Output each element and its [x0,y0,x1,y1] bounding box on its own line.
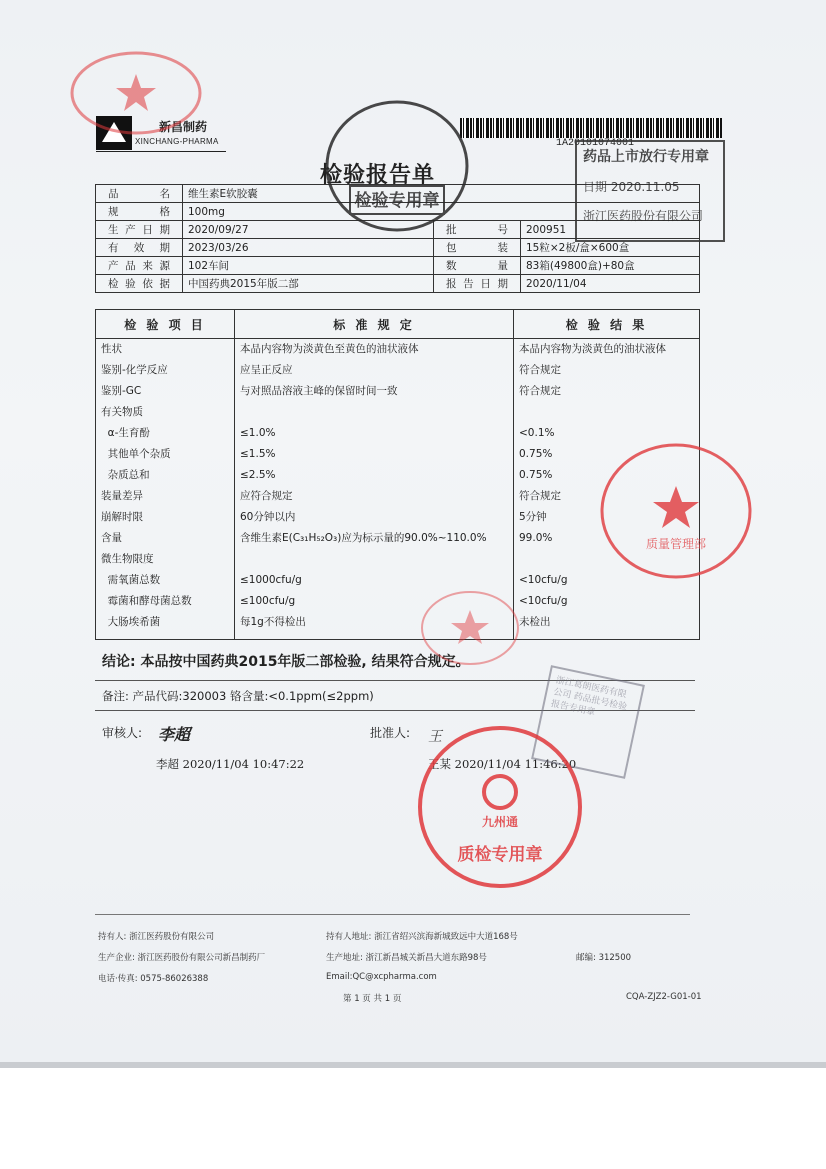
mfg-date-value: 2020/09/27 [183,221,434,239]
quantity-label: 数 量 [434,257,521,275]
info-row [96,257,700,275]
side-gray-seal: 浙江葛朗医药有限公司 药品批号检验报告专用章 [531,665,645,779]
basis-label: 检验依据 [96,275,183,293]
result-standard-cell: 含维生素E(C₃₁H₅₂O₃)应为标示量的90.0%~110.0% [235,528,514,549]
footer-doc-code: CQA-ZJZ2-G01-01 [626,992,702,1002]
jiuzhoutong-logo-text: 九州通 [481,815,519,829]
result-item-cell: 其他单个杂质 [96,444,235,465]
result-standard-cell: ≤2.5% [235,465,514,486]
footer-divider [95,914,690,915]
batch-value: 200951 [521,221,700,239]
quantity-value: 83箱(49800盒)+80盒 [521,257,700,275]
result-item-cell: 大肠埃希菌 [96,612,235,633]
footer-phone: 电话·传真: 0575-86026388 [98,974,209,984]
result-standard-cell: 本品内容物为淡黄色至黄色的油状液体 [235,339,514,361]
inspection-seal [322,96,472,236]
result-standard-cell: ≤1.0% [235,423,514,444]
result-standard-cell: ≤1000cfu/g [235,570,514,591]
package-value: 15粒×2板/盒×600盒 [521,239,700,257]
footer-manufacturer: 生产企业: 浙江医药股份有限公司新昌制药厂 [98,953,266,963]
result-result-cell: 5分钟 [514,507,700,528]
col-header-standard: 标 准 规 定 [235,310,514,339]
footer-holder-address: 持有人地址: 浙江省绍兴滨海新城致远中大道168号 [326,932,518,942]
result-item-cell: 含量 [96,528,235,549]
result-result-cell [514,402,700,423]
spec-value: 100mg [183,203,700,221]
reviewer-signature: 李超 [158,725,191,744]
result-result-cell: <0.1% [514,423,700,444]
result-item-cell: α-生育酚 [96,423,235,444]
inspection-seal-text: 检验专用章 [354,191,440,211]
result-standard-cell: 与对照品溶液主峰的保留时间一致 [235,381,514,402]
footer-email: Email:QC@xcpharma.com [326,972,437,982]
table-spacer [96,633,700,640]
approver-signature: 王 [428,729,442,745]
result-item-cell: 性状 [96,339,235,361]
result-item-cell: 崩解时限 [96,507,235,528]
results-header-row [96,310,700,339]
mfg-date-label: 生产日期 [96,221,183,239]
source-value: 102车间 [183,257,434,275]
result-standard-cell [235,402,514,423]
release-seal-date: 日期 2020.11.05 [583,180,680,194]
result-item-cell: 装量差异 [96,486,235,507]
result-row [96,402,700,423]
basis-value: 中国药典2015年版二部 [183,275,434,293]
result-row [96,381,700,402]
approver-label: 批准人: [370,726,411,740]
expiry-value: 2023/03/26 [183,239,434,257]
report-date-value: 2020/11/04 [521,275,700,293]
result-result-cell: 本品内容物为淡黄色的油状液体 [514,339,700,361]
barcode-number: 1A20101074001 [556,138,635,149]
result-row [96,339,700,361]
result-item-cell: 鉴别-化学反应 [96,360,235,381]
result-standard-cell [235,549,514,570]
remark-text: 备注: 产品代码:320003 铬含量:<0.1ppm(≤2ppm) [102,689,374,703]
footer-mfg-address: 生产地址: 浙江新昌城关新昌大道东路98号 [326,953,487,963]
middle-faint-seal [418,588,522,668]
result-item-cell: 需氧菌总数 [96,570,235,591]
package-label: 包 装 [434,239,521,257]
result-result-cell: 0.75% [514,465,700,486]
result-standard-cell: 每1g不得检出 [235,612,514,633]
footer-postcode: 邮编: 312500 [576,953,632,963]
result-item-cell: 鉴别-GC [96,381,235,402]
result-result-cell: 符合规定 [514,381,700,402]
logo-chinese-name: 新昌制药 [159,120,208,134]
result-item-cell: 杂质总和 [96,465,235,486]
result-result-cell: 0.75% [514,444,700,465]
expiry-label: 有 效 期 [96,239,183,257]
jiuzhoutong-seal-text: 质检专用章 [457,845,543,865]
release-seal-title: 药品上市放行专用章 [583,149,709,165]
result-item-cell: 霉菌和酵母菌总数 [96,591,235,612]
col-header-result: 检 验 结 果 [514,310,700,339]
quality-dept-seal-text: 质量管理部 [645,537,707,551]
result-result-cell: <10cfu/g [514,570,700,591]
result-result-cell: 99.0% [514,528,700,549]
release-seal [575,140,725,242]
product-name-label: 品 名 [96,185,183,203]
barcode [460,118,722,138]
info-row [96,275,700,293]
conclusion-text: 结论: 本品按中国药典2015年版二部检验, 结果符合规定。 [102,654,470,670]
result-standard-cell: 应符合规定 [235,486,514,507]
result-row [96,612,700,633]
result-standard-cell: ≤1.5% [235,444,514,465]
result-standard-cell: ≤100cfu/g [235,591,514,612]
top-left-seal [66,48,206,138]
jiuzhoutong-seal [414,722,586,892]
result-standard-cell: 60分钟以内 [235,507,514,528]
footer-holder: 持有人: 浙江医药股份有限公司 [98,932,215,942]
result-item-cell: 微生物限度 [96,549,235,570]
source-label: 产品来源 [96,257,183,275]
footer-page-number: 第 1 页 共 1 页 [343,994,402,1004]
spec-label: 规 格 [96,203,183,221]
release-seal-company: 浙江医药股份有限公司 [583,209,704,223]
quality-dept-seal [598,440,754,582]
result-row [96,591,700,612]
col-header-item: 检 验 项 目 [96,310,235,339]
logo-underline [96,151,226,152]
result-result-cell: <10cfu/g [514,591,700,612]
result-row [96,360,700,381]
result-item-cell: 有关物质 [96,402,235,423]
reviewer-label: 审核人: [102,726,143,740]
result-standard-cell: 应呈正反应 [235,360,514,381]
report-date-label: 报告日期 [434,275,521,293]
result-result-cell: 符合规定 [514,486,700,507]
result-result-cell: 未检出 [514,612,700,633]
document-title: 检验报告单 [320,162,436,188]
product-name-value: 维生素E软胶囊 [183,185,700,203]
result-result-cell: 符合规定 [514,360,700,381]
logo-english-name: XINCHANG-PHARMA [135,137,219,146]
approver-datetime: 王某 2020/11/04 11:46:20 [428,757,577,771]
reviewer-datetime: 李超 2020/11/04 10:47:22 [156,757,305,771]
batch-label: 批 号 [434,221,521,239]
